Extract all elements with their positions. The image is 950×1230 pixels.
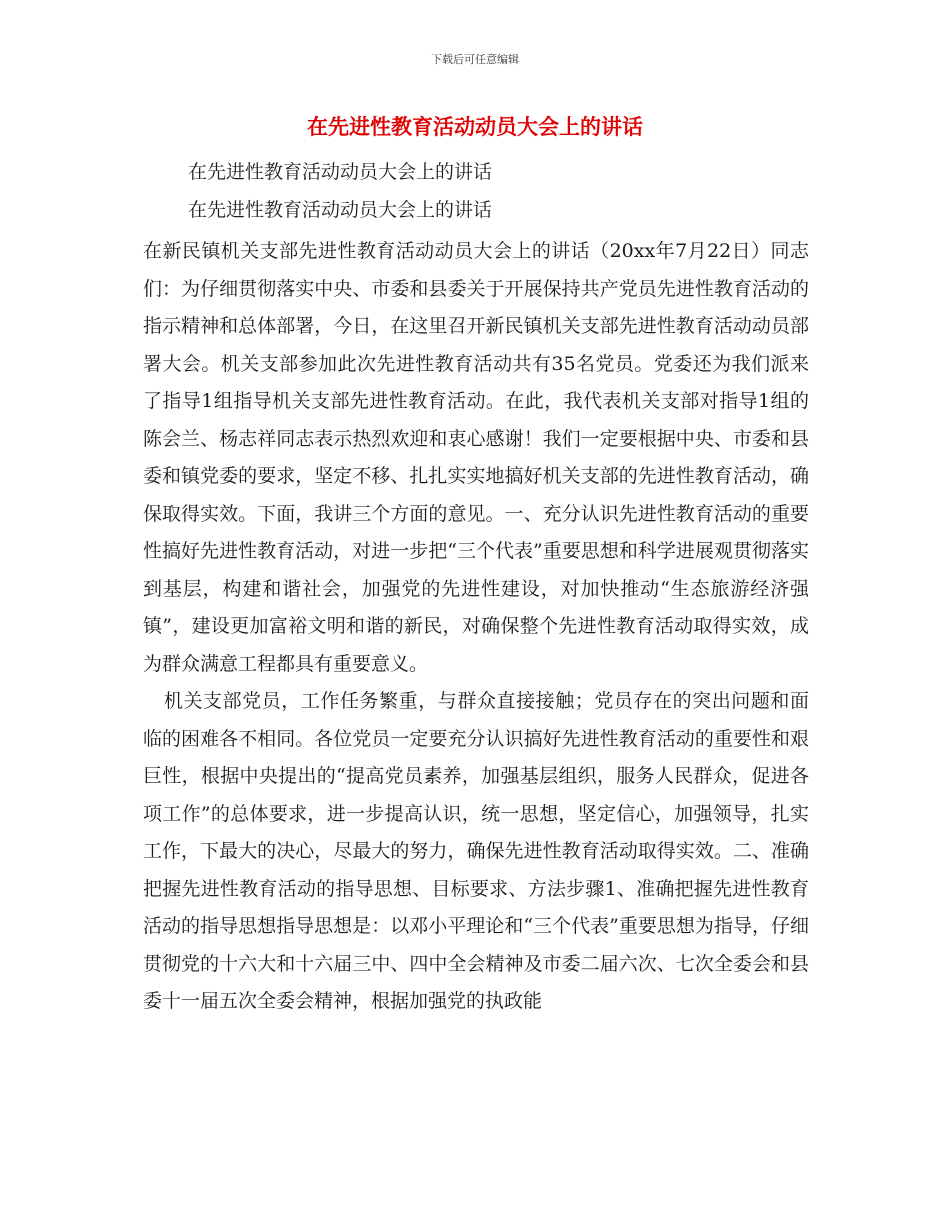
document-body xyxy=(143,233,809,1021)
document-title: 在先进性教育活动动员大会上的讲话 xyxy=(307,115,643,139)
body-paragraph-2: 机关支部党员，工作任务繁重，与群众直接接触；党员存在的突出问题和面临的困难各不相同。各位党员一定要充分认识搞好先进性教育活动的重要性和艰巨性，根据中央提出的“提高党员素养，加强基层组织，服务人民群众，促进各项工作”的总体要求，进一步提高认识，统一思想，坚定信心，加强领导，扎实工作，下最大的决心，尽最大的努力，确保先进性教育活动取得实效。二、准确把握先进性教育活动的指导思想、目标要求、方法步骤1、准确把握先进性教育活动的指导思想指导思想是：以邓小平理论和“三个代表”重要思想为指导，仔细贯彻党的十六大和十六届三中、四中全会精神及市委二届六次、七次全委会和县委十一届五次全委会精神，根据加强党的执政能 xyxy=(143,690,809,1012)
document-subtitle-2: 在先进性教育活动动员大会上的讲话 xyxy=(188,199,493,221)
page-header-note: 下载后可任意编辑 xyxy=(431,53,519,66)
body-paragraph-1: 在新民镇机关支部先进性教育活动动员大会上的讲话（20xx年7月22日）同志们：为仔细贯彻落实中央、市委和县委关于开展保持共产党员先进性教育活动的指示精神和总体部署，今日，在这里召开新民镇机关支部先进性教育活动动员部署大会。机关支部参加此次先进性教育活动共有35名党员。党委还为我们派来了指导1组指导机关支部先进性教育活动。在此，我代表机关支部对指导1组的陈会兰、杨志祥同志表示热烈欢迎和衷心感谢！我们一定要根据中央、市委和县委和镇党委的要求，坚定不移、扎扎实实地搞好机关支部的先进性教育活动，确保取得实效。下面，我讲三个方面的意见。一、充分认识先进性教育活动的重要性搞好先进性教育活动，对进一步把“三个代表”重要思想和科学进展观贯彻落实到基层，构建和谐社会，加强党的先进性建设，对加快推动“生态旅游经济强镇”，建设更加富裕文明和谐的新民，对确保整个先进性教育活动取得实效，成为群众满意工程都具有重要意义。 xyxy=(143,240,809,675)
document-subtitle-1: 在先进性教育活动动员大会上的讲话 xyxy=(188,161,493,183)
